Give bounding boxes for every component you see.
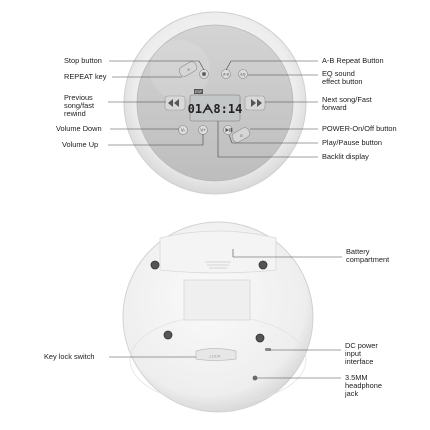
ab-repeat-button[interactable] — [222, 70, 231, 79]
label-volume-up: Volume Up — [62, 140, 99, 149]
label-battery: Battery compartment — [346, 247, 390, 265]
lcd-readout: 01ᗅ8:14 — [187, 102, 243, 116]
stop-button[interactable] — [200, 70, 209, 79]
label-eq: EQ sound effect button — [322, 69, 363, 87]
volume-down-button[interactable] — [179, 126, 188, 135]
key-lock-switch[interactable] — [196, 349, 236, 361]
label-play-pause: Play/Pause button — [322, 138, 382, 147]
volume-up-button[interactable] — [199, 126, 208, 135]
label-volume-down: Volume Down — [56, 124, 102, 133]
battery-cover — [160, 231, 276, 273]
lcd-badge: ESP — [195, 90, 202, 94]
power-icon: ⏻ — [239, 133, 244, 139]
foot-top-right — [259, 261, 267, 269]
lock-text: LOCK — [209, 353, 221, 359]
eq-icon: EQ — [240, 72, 246, 77]
eq-button[interactable] — [239, 70, 248, 79]
back-device — [123, 222, 313, 412]
label-stop-button: Stop button — [64, 56, 102, 65]
label-backlit-display: Backlit display — [322, 152, 369, 161]
label-headphone-jack: 3.5MM headphone jack — [345, 373, 382, 399]
ab-icon: A-B — [223, 72, 229, 77]
next-button[interactable] — [245, 96, 265, 110]
repeat-icon: ⟲ — [186, 67, 191, 73]
foot-bottom-right — [256, 334, 264, 342]
plus-icon: V+ — [200, 127, 206, 133]
label-repeat-key: REPEAT key — [64, 72, 107, 81]
foot-top-left — [151, 261, 159, 269]
stop-icon — [202, 72, 205, 75]
label-next: Next song/Fast forward — [322, 95, 372, 113]
label-key-lock: Key lock switch — [44, 352, 95, 361]
play-pause-button[interactable] — [224, 126, 233, 135]
label-power: POWER-On/Off button — [322, 124, 397, 133]
label-ab-repeat: A-B Repeat Button — [322, 56, 384, 65]
previous-button[interactable] — [165, 96, 185, 110]
foot-bottom-left — [164, 331, 172, 339]
front-device — [124, 12, 306, 194]
label-plate — [184, 280, 250, 320]
dc-power-port[interactable] — [265, 348, 271, 351]
minus-icon: V- — [180, 127, 186, 133]
headphone-jack[interactable] — [253, 376, 258, 381]
label-dc-power: DC power input interface — [345, 341, 378, 367]
label-previous: Previous song/fast rewind — [64, 93, 94, 119]
